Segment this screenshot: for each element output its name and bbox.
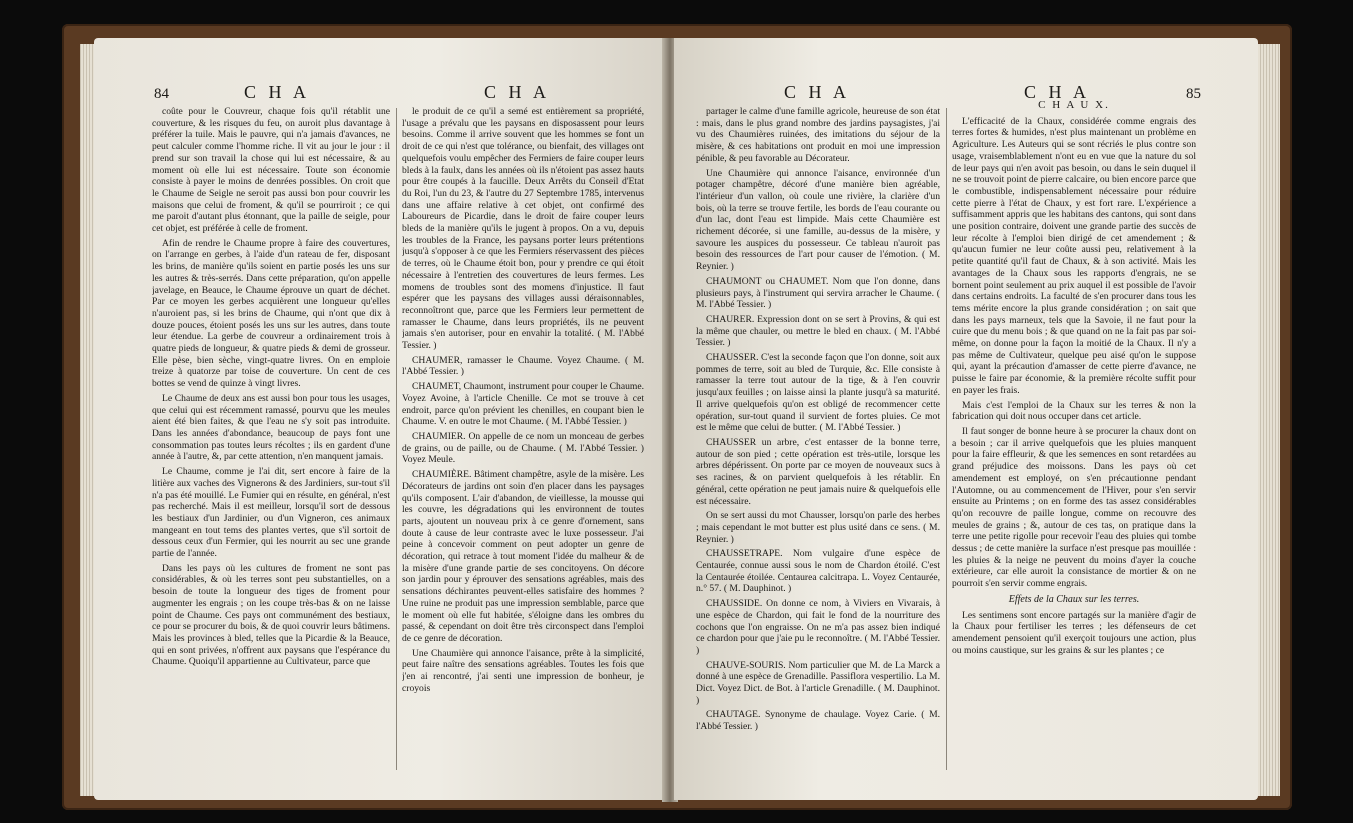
page-edges-right [1258,44,1280,796]
column-2 [402,106,644,782]
column-rule [396,108,397,770]
paragraph: CHAUMIÈRE. Bâtiment champêtre, asyle de la misère. Les Décorateurs de jardins ont soin d'en placer dans les paysages qu'ils composent. L'air d'abandon, de vieillesse, la mousse qui les couvre, les dégradations qui les environnent de toutes parts, ajoutent un nouveau prix à ce genre d'ornement, sans doute à cause de leur contraste avec le luxe possesseur. J'ai peine à concevoir comment on peut adopter un genre de décoration, qui retrace à tout moment l'idée du malheur & de la misère d'une grande partie de ses concitoyens. On décore son jardin pour y éprouver des sensations agréables, mais des sensations déchirantes peuvent-elles satisfaire des hommes ? Une ruine ne produit pas une impression semblable, parce que le moment où elle fut habitée, s'éloigne dans les ombres du passé, & cependant on doit être très circonspect dans l'emploi de ce genre de décoration. [402,469,644,644]
paragraph: Les sentimens sont encore partagés sur la manière d'agir de la Chaux pour fertiliser les terres ; les défenseurs de cet amendement pensoient qu'il exerçoit toujours une action, plus ou moins caustique, sur les grains & sur les plantes ; ce [952,609,1196,656]
paragraph: Afin de rendre le Chaume propre à faire des couvertures, on l'arrange en gerbes, à l'aide d'un rateau de fer, disposant les brins, de manière qu'ils soient en partie posés les uns sur les autres & très-serrés. Dans cette préparation, qu'on appelle javelage, en Beauce, le Chaume éprouve un quart de déchet. Par ce moyen les gerbes acquièrent une longueur qu'elles n'auroient pas, si les brins de Chaume, qui n'ont que dix à douze pouces, étoient posés les uns sur les autres, dans toute leur étendue. La gerbe de couvreur a ordinairement trois à quatre pieds de longueur, & quatre pieds & demi de grosseur. Elle pèse, bien sèche, vingt-quatre livres. On en emploie treize à quatorze par toise de couverture. Un cent de ces bottes se vend de quinze à vingt livres. [152,237,390,390]
article-title: C H A U X. [1038,100,1110,111]
paragraph: Une Chaumière qui annonce l'aisance, environnée d'un potager champêtre, décoré d'une manière bien agréable, l'intérieur d'un vallon, où coule une rivière, la clarière d'un bois, où la terre se trouve fertile, les bords de l'eau courante ou d'un lac, dont l'eau est limpide. Mais cette Chaumière est richement décorée, si une famille, au-dessus de la misère, y savoure les auspices du possesseur. Ce tableau n'auroit pas besoin des ressources de l'art pour causer de l'émotion. ( M. Reynier. ) [696,167,940,273]
paragraph: Dans les pays où les cultures de froment ne sont pas considérables, & où les terres sont peu substantielles, on a besoin de toute la longueur des tiges de froment pour augmenter les engrais ; on les coupe très-bas & on ne laisse point de Chaume. Ces pays ont communément des bestiaux, ce pour se procurer du bois, & de quoi couvrir leurs bâtimens. Mais les provinces à bled, telles que la Picardie & la Beauce, qui en sont privées, n'offrent aux paysans que l'espérance du Chaume. Quoiqu'il appartienne au Cultivateur, parce que [152,562,390,668]
paragraph: Le Chaume de deux ans est aussi bon pour tous les usages, que celui qui est récemment ramassé, pourvu que les meules aient été bien faites, & que l'eau ne s'y soit pas introduite. Dans les années d'abondance, beaucoup de pays font une consommation pas toutes leurs récoltes ; ils en gardent d'une année à l'autre, &, par cette attention, n'en manquent jamais. [152,392,390,463]
paragraph: L'efficacité de la Chaux, considérée comme engrais des terres fortes & humides, n'est plus maintenant un problème en Agriculture. Les Auteurs qui se sont récriés le plus contre son usage, vraisemblablement n'ont eu en vue que la nature du sol de leur pays qui n'en avoit pas besoin, ou dans le sein duquel il ne se trouvoit point de pierre calcaire, ou bien encore parce que le combustible, indispensablement nécessaire pour réduire cette pierre à l'état de Chaux, y est fort rare. L'expérience a suffisamment appris que les habitans des cantons, qui sont dans une position contraire, doivent une grande partie des succès de leur récolte à l'emploi bien dirigé de cet amendement ; & qu'aucun fumier ne leur coûte aussi peu, relativement à la petite quantité qu'il faut de Chaux, & à son activité. Mais les avantages de la Chaux sous les rapports d'engrais, ne se bornent point seulement au prix auquel il est possible de l'avoir dans certains endroits. La faculté de s'en procurer dans tous les tems mérite encore la plus grande considération ; on sait que dans les pays marneux, tels que la Savoie, il ne faut pour la cuire que du menu bois ; & que quand on ne la fait pas par soi-même, on donne pour la façon la moitié de la Chaux. Il n'y a pas même de Cultivateur, quelque peu aisé qu'on le suppose qui, ayant la précaution d'amasser de cette pierre d'avance, ne puisse le faire par économie, & la première récolte suffit pour en payer les frais. [952,115,1196,396]
open-book [62,24,1292,810]
column-rule [946,108,947,770]
paragraph: On se sert aussi du mot Chausser, lorsqu'on parle des herbes ; mais cependant le mot butter est plus usité dans ce sens. ( M. Reynier. ) [696,510,940,545]
running-header-right: C H A [484,82,551,102]
paragraph: Une Chaumière qui annonce l'aisance, prête à la simplicité, peut faire naître des sensations agréables. Toutes les fois que j'en ai rencontré, j'ai senti une impression de bonheur, je croyois [402,647,644,694]
page-number: 85 [1186,86,1201,102]
column-2 [952,100,1196,782]
paragraph: CHAUSSER. C'est la seconde façon que l'on donne, soit aux pommes de terre, soit au bled de Turquie, &c. Elle consiste à ramasser la terre tout autour de la tige, & à l'en couvrir jusqu'aux feuilles ; on laisse ainsi la plante jusqu'à sa maturité. Il arrive quelquefois qu'on est obligé de recommencer cette opération, sur-tout quand il survient de fortes pluies. Ce mot est le même que celui de butter. ( M. l'Abbé Tessier. ) [696,352,940,434]
column-1 [152,106,390,782]
paragraph: Mais c'est l'emploi de la Chaux sur les terres & non la fabrication qui doit nous occuper dans cet article. [952,399,1196,423]
paragraph: CHAUMER, ramasser le Chaume. Voyez Chaume. ( M. l'Abbé Tessier. ) [402,354,644,378]
right-page [674,38,1258,800]
page-number: 84 [154,86,169,102]
paragraph: Le Chaume, comme je l'ai dit, sert encore à faire de la litière aux vaches des Vignerons & des Jardiniers, sur-tout s'il n'a pas été mouillé. Le Fumier qui en résulte, en général, n'est pas recherché. Mais il est meilleur, lorsqu'il sort de dessous les bestiaux d'un Jardinier, ou d'un Vigneron, ces animaux mangeant en tout tems des plantes vertes, que s'il sortoit de dessous ceux d'un Fermier, qui les nourrit au sec une grande partie de l'année. [152,466,390,560]
paragraph: CHAUTAGE. Synonyme de chaulage. Voyez Carie. ( M. l'Abbé Tessier. ) [696,709,940,733]
running-header-right: C H A [1024,82,1091,102]
paragraph: CHAUMIER. On appelle de ce nom un monceau de gerbes de grains, ou de paille, ou de Chaume. ( M. l'Abbé Tessier. ) Voyez Meule. [402,430,644,466]
paragraph: Il faut songer de bonne heure à se procurer la chaux dont on a besoin ; car il arrive quelquefois que les pluies manquent pour la faire effleurir, & que les semences en sont retardées au grand préjudice des moissons. Dans les pays où cet amendement est employé, on s'en précautionne pendant l'Automne, ou au commencement de l'Hiver, pour s'en servir ensuite au Printems ; on en forme des tas assez considérables qu'on recouvre de paille longue, comme on recouvre des meules de grains ; &, autour de ces tas, on pratique dans la terre une petite rigolle pour recevoir l'eau des pluies qui tombe dessus ; de cette manière la surface n'est presque pas mouillée : les pluies & la neige ne peuvent du moins d'ayer la couche extérieure, car elle auroit la consistance de mortier & on ne pourroit s'en servir comme engrais. [952,425,1196,590]
running-header-left: C H A [784,82,851,102]
paragraph: CHAUSSER un arbre, c'est entasser de la bonne terre, autour de son pied ; cette opération est très-utile, lorsque les arbres dépérissent. On porte par ce moyen de nouveaux sucs à ses racines, & on parvient quelquefois à les rétablir. En général, cette opération ne peut jamais nuire & quelquefois elle est nécessaire. [696,436,940,507]
section-heading: Effets de la Chaux sur les terres. [1008,593,1140,605]
paragraph: CHAURER. Expression dont on se sert à Provins, & qui est la même que chauler, ou mettre le bled en chaux. ( M. l'Abbé Tessier. ) [696,313,940,349]
running-header-left: C H A [244,82,311,102]
paragraph: CHAUSSETRAPE. Nom vulgaire d'une espèce de Centaurée, connue aussi sous le nom de Chardon étoilé. C'est la Centaurée étoilée. Centaurea calcitrapa. L. Voyez Centaurée, n.° 57. ( M. Dauphinot. ) [696,548,940,595]
paragraph: CHAUMONT ou CHAUMET. Nom que l'on donne, dans plusieurs pays, à l'instrument qui servira arracher le Chaume. ( M. l'Abbé Tessier. ) [696,275,940,311]
paragraph: partager le calme d'une famille agricole, heureuse de son état : mais, dans le plus grand nombre des jardins paysagistes, j'ai vu des Chaumières ruinées, des imitations du séjour de la misère, & ces habitations ont produit en moi une impression pénible, & peu favorable au Décorateur. [696,106,940,164]
paragraph: coûte pour le Couvreur, chaque fois qu'il rétablit une couverture, & les risques du feu, on auroit plus davantage à préférer la tuile. Mais le pauvre, qui n'a jamais d'avances, ne peut calculer comme l'homme riche. Il vit au jour le jour : il prend sur son travail la chose qui lui est nécessaire, & au moment où elle lui est nécessaire. Toute son économie consiste à payer le moins de denrées possibles. On croit que le Chaume de Seigle ne seroit pas aussi bon pour couvrir les maisons que celui de froment, & qu'il se pourriroit ; ce qui me paroit d'autant plus étonnant, que la paille de seigle, pour cet objet, est préférée à celle de froment. [152,106,390,235]
column-1 [696,106,940,782]
paragraph: CHAUMET, Chaumont, instrument pour couper le Chaume. Voyez Avoine, à l'article Chenille. Ce mot se trouve à cet endroit, parce qu'on prévient les chenilles, en coupant bien le Chaume. V. en outre le mot Chaume. ( M. l'Abbé Tessier. ) [402,381,644,428]
paragraph: le produit de ce qu'il a semé est entièrement sa propriété, l'usage a prévalu que les paysans en disposassent pour leurs besoins. Comme il arrive souvent que les hommes se font un droit de ce qui n'est que tolérance, ou bienfait, des villages ont quelquefois voulu empêcher des Fermiers de faire couper leurs bleds à la faulx, dans les années où ils n'étoient pas assez hauts pour être coupés à la faucille. Deux Arrêts du Conseil d'Etat du Roi, l'un du 23, & l'autre du 27 Septembre 1785, intervenus dans une affaire relative à cet objet, ont confirmé des Laboureurs de Picardie, dans le droit de faire couper leurs bleds de la manière qu'ils le jugent à propos. On a vu, depuis les troubles de la France, les paysans porter leurs prétentions jusqu'à s'opposer à ce que les Fermiers réservassent des pièces de terres, où le Chaume étoit bon, pour y prendre ce qui étoit nécessaire à l'entretien des couvertures de leurs fermes. Les momens de troubles sont des momens d'injustice. Il faut espérer que les paysans des villages aussi déraisonnables, reconnoîtront que, parce que les Fermiers leur permettent de ramasser le Chaume, dans leurs propriétés, ils ne peuvent jamais s'en autoriser, pour en envahir la totalité. ( M. l'Abbé Tessier. ) [402,106,644,352]
left-page [94,38,666,800]
paragraph: CHAUSSIDE. On donne ce nom, à Viviers en Vivarais, à une espèce de Chardon, qui fait le fond de la nourriture des cochons que l'on engraisse. On ne m'a pas assez bien indiqué ce chardon pour que j'aie pu le reconnoître. ( M. l'Abbé Tessier. ) [696,598,940,656]
paragraph: CHAUVE-SOURIS. Nom particulier que M. de La Marck a donné à une espèce de Grenadille. Passiflora vespertilio. La M. Dict. Voyez Dict. de Bot. à l'article Grenadille. ( M. Dauphinot. ) [696,659,940,706]
